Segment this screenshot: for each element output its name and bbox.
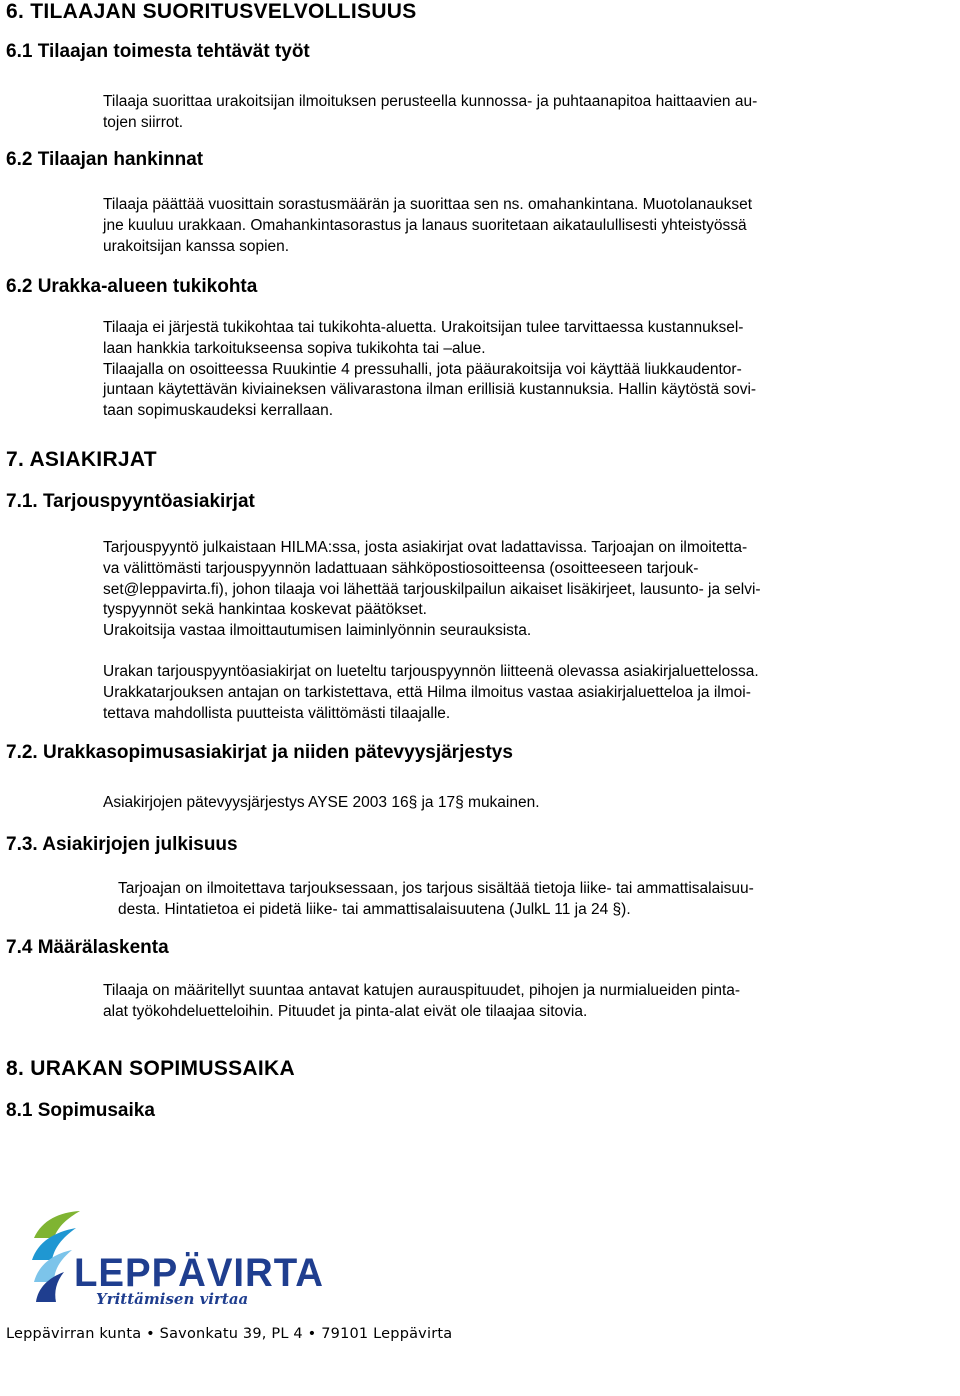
text-line: Tarjoajan on ilmoitettava tarjouksessaan, jos tarjous sisältää tietoja liike- tai ammattisalaisuu- [118, 880, 754, 897]
section-7-1-body-2 [103, 662, 863, 724]
text-line: Tarjouspyyntö julkaistaan HILMA:ssa, josta asiakirjat ovat ladattavissa. Tarjoajan on ilmoitetta- [103, 539, 748, 556]
footer-address: Leppävirran kunta • Savonkatu 39, PL 4 • 79101 Leppävirta [6, 1326, 453, 1342]
section-7-2-title: 7.2. Urakkasopimusasiakirjat ja niiden pätevyysjärjestys [6, 742, 513, 763]
text-line: tojen siirrot. [103, 113, 184, 131]
text-line: Urakoitsija vastaa ilmoittautumisen laiminlyönnin seurauksista. [103, 622, 532, 640]
text-line: Asiakirjojen pätevyysjärjestys AYSE 2003 16§ ja 17§ mukainen. [103, 794, 540, 811]
leppavirta-logo-graphic [28, 1208, 348, 1308]
section-8-title: 8. URAKAN SOPIMUSSAIKA [6, 1057, 295, 1080]
section-6-2-urakka-body [103, 318, 863, 422]
text-line: tyspyynnöt sekä hankintaa koskevat päätökset. [103, 601, 427, 619]
text-line: urakoitsijan kanssa sopien. [103, 237, 290, 255]
text-line: Tilaaja suorittaa urakoitsijan ilmoituksen perusteella kunnossa- ja puhtaanapitoa haittaavien au- [103, 93, 758, 110]
text-line: Tilaaja on määritellyt suuntaa antavat katujen aurauspituudet, pihojen ja nurmialueiden pinta- [103, 982, 741, 999]
section-7-4-title: 7.4 Määrälaskenta [6, 937, 169, 958]
section-6-1-body [103, 92, 863, 134]
section-6-title: 6. TILAAJAN SUORITUSVELVOLLISUUS [6, 0, 417, 23]
section-6-1-title: 6.1 Tilaajan toimesta tehtävät työt [6, 41, 310, 62]
text-line: desta. Hintatietoa ei pidetä liike- tai ammattisalaisuutena (JulkL 11 ja 24 §). [118, 900, 631, 918]
logo-tagline: Yrittämisen virtaa [96, 1290, 249, 1308]
text-line: laan hankkia tarkoitukseensa sopiva tukikohta tai –alue. [103, 339, 486, 357]
text-line: set@leppavirta.fi), johon tilaaja voi lähettää tarjouskilpailun aikaiset lisäkirjeet, lausunto- ja selvi- [103, 580, 761, 598]
text-line: Urakan tarjouspyyntöasiakirjat on lueteltu tarjouspyynnön liitteenä olevassa asiakirjaluettelossa. [103, 663, 759, 680]
text-line: alat työkohdeluetteloihin. Pituudet ja pinta-alat eivät ole tilaajaa sitovia. [103, 1002, 588, 1020]
text-line: tettava mahdollista puutteista välittömästi tilaajalle. [103, 704, 451, 722]
section-7-title: 7. ASIAKIRJAT [6, 448, 157, 471]
section-8-1-title: 8.1 Sopimusaika [6, 1100, 155, 1121]
text-line: taan sopimuskaudeksi kerrallaan. [103, 402, 334, 420]
section-7-1-body [103, 538, 863, 642]
text-line: Urakkatarjouksen antajan on tarkistettava, että Hilma ilmoitus vastaa asiakirjaluetteloa ja ilmoi- [103, 683, 751, 701]
logo-name: LEPPÄVIRTA [74, 1251, 324, 1295]
section-7-2-body [103, 793, 863, 814]
section-7-4-body [103, 981, 863, 1023]
section-7-1-title: 7.1. Tarjouspyyntöasiakirjat [6, 491, 255, 512]
text-line: jne kuuluu urakkaan. Omahankintasorastus ja lanaus suoritetaan aikataulullisesti yhteistyössä [103, 216, 747, 234]
text-line: juntaan käytettävän kiviaineksen välivarastona ilman erillisiä kustannuksia. Hallin käytöstä sovi- [103, 381, 757, 399]
leppavirta-logo [28, 1208, 348, 1308]
section-7-3-title: 7.3. Asiakirjojen julkisuus [6, 834, 238, 855]
text-line: Tilaaja päättää vuosittain sorastusmäärän ja suorittaa sen ns. omahankintana. Muotolanaukset [103, 196, 753, 213]
section-6-2-title: 6.2 Tilaajan hankinnat [6, 149, 204, 170]
text-line: Tilaajalla on osoitteessa Ruukintie 4 pressuhalli, jota pääurakoitsija voi käyttää liukkaudentor- [103, 360, 742, 378]
section-7-3-body [118, 879, 878, 921]
section-6-2-urakka-title: 6.2 Urakka-alueen tukikohta [6, 276, 258, 297]
text-line: Tilaaja ei järjestä tukikohtaa tai tukikohta-aluetta. Urakoitsijan tulee tarvittaessa kustannuksel- [103, 319, 744, 336]
text-line: va välittömästi tarjouspyynnön ladattuaan sähköpostiosoitteensa (osoitteeseen tarjouk- [103, 559, 699, 577]
section-6-2-body [103, 195, 863, 257]
